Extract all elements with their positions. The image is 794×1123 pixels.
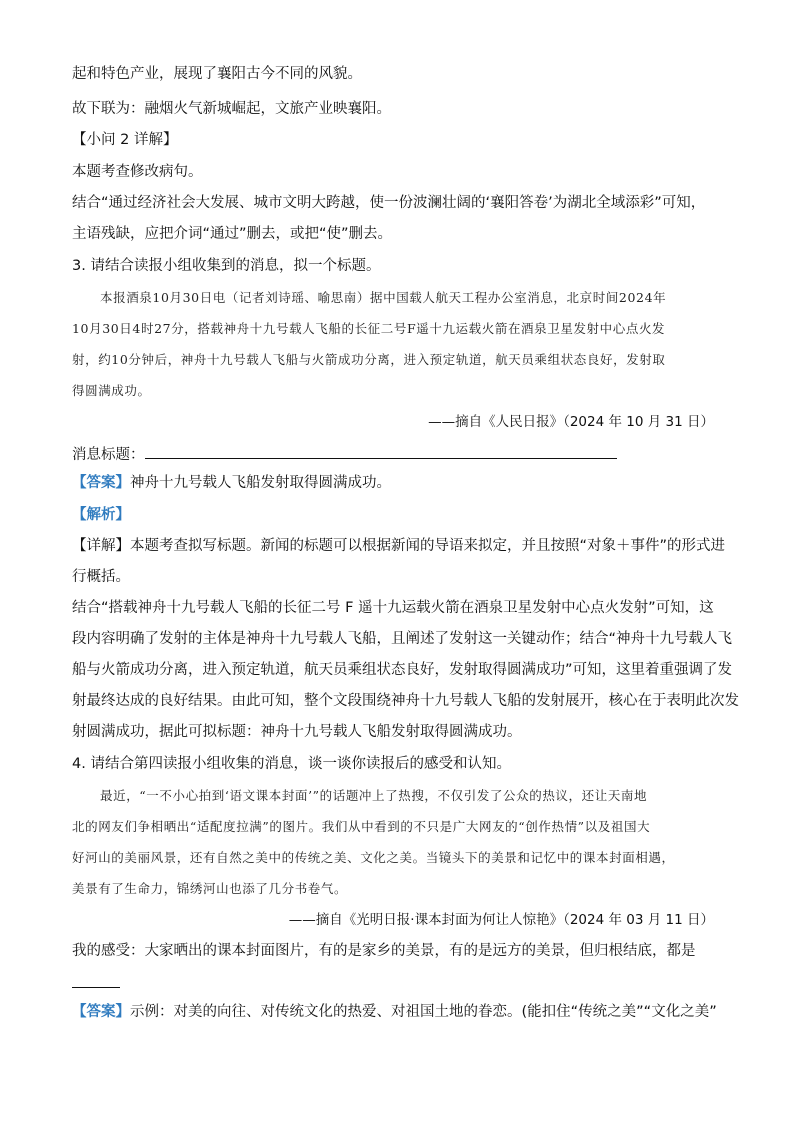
text-line: 本题考查修改病句。 (72, 164, 203, 180)
title-label: 消息标题： (72, 447, 145, 463)
blank-line (72, 987, 120, 988)
answer-tag: 【答案】 (72, 475, 130, 491)
news-source: ——摘自《光明日报·课本封面为何让人惊艳》（2024 年 03 月 11 日） (288, 912, 714, 928)
answer-line (72, 473, 391, 493)
title-answer-field (72, 444, 617, 465)
analysis-tag: 【解析】 (72, 507, 130, 523)
news-quote-line: 得圆满成功。 (72, 383, 151, 398)
news-quote-line: 最近，“一不小心拍到‘语文课本封面’”的话题冲上了热搜，不仅引发了公众的热议，还让天南地 (100, 788, 648, 803)
question-4: 4. 请结合第四读报小组收集的消息，谈一谈你读报后的感受和认知。 (72, 756, 511, 772)
news-quote-line: 好河山的美丽风景，还有自然之美中的传统之美、文化之美。当镜头下的美景和记忆中的课本封面相遇， (72, 850, 675, 865)
detail-tag: 【详解】 (72, 538, 130, 554)
news-quote-line: 射，约10分钟后，神舟十九号载人飞船与火箭成功分离，进入预定轨道，航天员乘组状态良好，发射取 (72, 352, 666, 367)
answer-text: 示例：对美的向往、对传统文化的热爱、对祖国土地的眷恋。(能扣住“传统之美”“文化之美” (130, 1004, 717, 1020)
news-quote-line: 10月30日4时27分，搭载神舟十九号载人飞船的长征二号F遥十九运载火箭在酒泉卫星发射中心点火发 (72, 321, 666, 336)
detail-text: 本题考查拟写标题。新闻的标题可以根据新闻的导语来拟定，并且按照“对象＋事件”的形式进 (130, 538, 726, 554)
blank-line (145, 444, 617, 459)
analysis-line (72, 505, 130, 525)
answer-tag: 【答案】 (72, 1004, 130, 1020)
text-line: 起和特色产业，展现了襄阳古今不同的风貌。 (72, 66, 362, 82)
text-line: 射最终达成的良好结果。由此可知，整个文段围绕神舟十九号载人飞船的发射展开，核心在于表明此次发 (72, 693, 739, 709)
news-quote-line: 北的网友们争相晒出“适配度拉满”的图片。我们从中看到的不只是广大网友的“创作热情”以及祖国大 (72, 819, 651, 834)
feeling-line: 我的感受：大家晒出的课本封面图片，有的是家乡的美景，有的是远方的美景，但归根结底，都是 (72, 943, 696, 959)
text-line: 结合“通过经济社会大发展、城市文明大跨越，使一份波澜壮阔的‘襄阳答卷’为湖北全域添彩”可知， (72, 195, 706, 211)
text-line: 段内容明确了发射的主体是神舟十九号载人飞船，且阐述了发射这一关键动作；结合“神舟十九号载人飞 (72, 631, 733, 647)
answer-line (72, 1002, 717, 1022)
section-heading: 【小问 2 详解】 (72, 132, 178, 148)
question-3: 3. 请结合读报小组收集到的消息，拟一个标题。 (72, 258, 381, 274)
news-quote-line: 本报酒泉10月30日电（记者刘诗瑶、喻思南）据中国载人航天工程办公室消息，北京时间2024年 (100, 290, 667, 305)
text-line: 主语残缺，应把介词“通过”删去，或把“使”删去。 (72, 226, 393, 242)
text-line: 故下联为：融烟火气新城崛起，文旅产业映襄阳。 (72, 101, 391, 117)
detail-line (72, 536, 725, 556)
text-line: 结合“搭载神舟十九号载人飞船的长征二号 F 遥十九运载火箭在酒泉卫星发射中心点火发射”可知，这 (72, 600, 714, 616)
answer-text: 神舟十九号载人飞船发射取得圆满成功。 (130, 475, 391, 491)
text-line: 射圆满成功，据此可拟标题：神舟十九号载人飞船发射取得圆满成功。 (72, 724, 522, 740)
text-line: 船与火箭成功分离，进入预定轨道，航天员乘组状态良好，发射取得圆满成功”可知，这里着重强调了发 (72, 662, 733, 678)
text-line: 行概括。 (72, 569, 130, 585)
news-quote-line: 美景有了生命力，锦绣河山也添了几分书卷气。 (72, 881, 348, 896)
news-source: ——摘自《人民日报》（2024 年 10 月 31 日） (428, 414, 714, 430)
